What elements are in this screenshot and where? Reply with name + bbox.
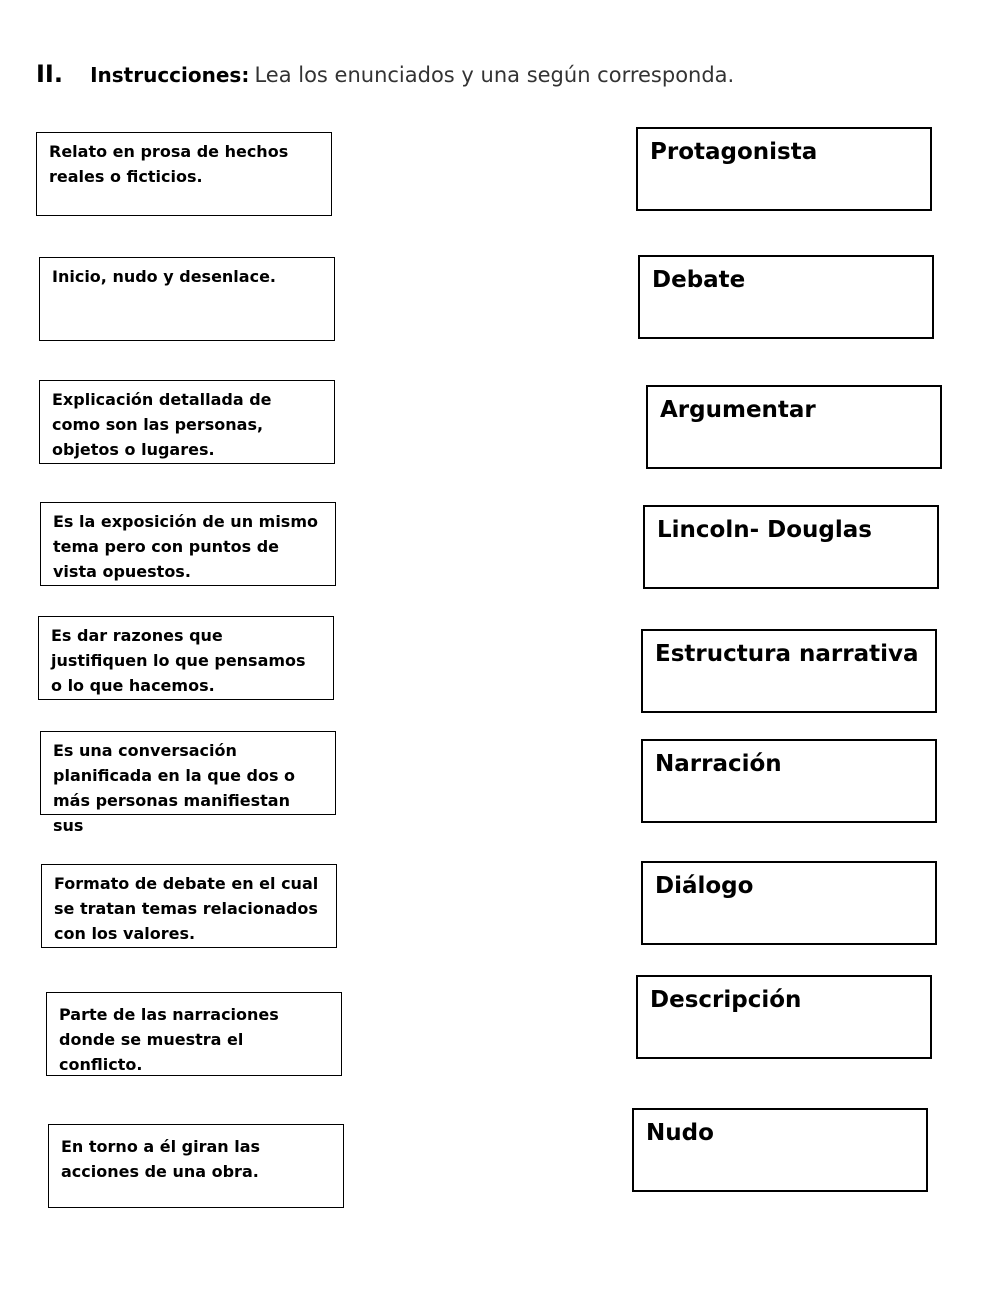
term-text: Debate bbox=[652, 267, 746, 293]
definition-box-3[interactable] bbox=[39, 380, 335, 464]
definition-text: Parte de las narraciones donde se muestra el conflicto. bbox=[59, 1005, 279, 1074]
instructions-text: Lea los enunciados y una según corresponda. bbox=[254, 63, 735, 87]
term-box-6[interactable] bbox=[641, 739, 937, 823]
term-box-8[interactable] bbox=[636, 975, 932, 1059]
term-text: Descripción bbox=[650, 987, 802, 1013]
term-box-1[interactable] bbox=[636, 127, 932, 211]
instructions-label: Instrucciones: bbox=[90, 63, 250, 87]
definition-box-7[interactable] bbox=[41, 864, 337, 948]
instructions-header bbox=[36, 60, 734, 88]
definition-box-2[interactable] bbox=[39, 257, 335, 341]
term-text: Diálogo bbox=[655, 873, 754, 899]
definition-text: En torno a él giran las acciones de una obra. bbox=[61, 1137, 261, 1181]
definition-text: Es la exposición de un mismo tema pero con puntos de vista opuestos. bbox=[53, 512, 318, 581]
term-text: Protagonista bbox=[650, 139, 818, 165]
definition-text: Es una conversación planificada en la que dos o más personas manifiestan sus bbox=[53, 741, 296, 835]
term-text: Estructura narrativa bbox=[655, 641, 919, 667]
section-number: II. bbox=[36, 60, 63, 88]
term-box-2[interactable] bbox=[638, 255, 934, 339]
term-box-4[interactable] bbox=[643, 505, 939, 589]
definition-box-4[interactable] bbox=[40, 502, 336, 586]
term-box-3[interactable] bbox=[646, 385, 942, 469]
definition-text: Formato de debate en el cual se tratan temas relacionados con los valores. bbox=[54, 874, 319, 943]
definition-box-6[interactable] bbox=[40, 731, 336, 835]
definition-box-5[interactable] bbox=[38, 616, 334, 700]
definition-text: Relato en prosa de hechos reales o ficticios. bbox=[49, 142, 289, 186]
term-text: Narración bbox=[655, 751, 782, 777]
definition-box-9[interactable] bbox=[48, 1124, 344, 1208]
term-box-9[interactable] bbox=[632, 1108, 928, 1192]
term-text: Lincoln- Douglas bbox=[657, 517, 872, 543]
definition-text: Es dar razones que justifiquen lo que pensamos o lo que hacemos. bbox=[51, 626, 306, 695]
definition-box-1[interactable] bbox=[36, 132, 332, 216]
term-box-7[interactable] bbox=[641, 861, 937, 945]
term-text: Argumentar bbox=[660, 397, 816, 423]
definition-text: Explicación detallada de como son las personas, objetos o lugares. bbox=[52, 390, 272, 459]
term-box-5[interactable] bbox=[641, 629, 937, 713]
definition-box-8[interactable] bbox=[46, 992, 342, 1076]
term-text: Nudo bbox=[646, 1120, 714, 1146]
definition-text: Inicio, nudo y desenlace. bbox=[52, 267, 276, 286]
